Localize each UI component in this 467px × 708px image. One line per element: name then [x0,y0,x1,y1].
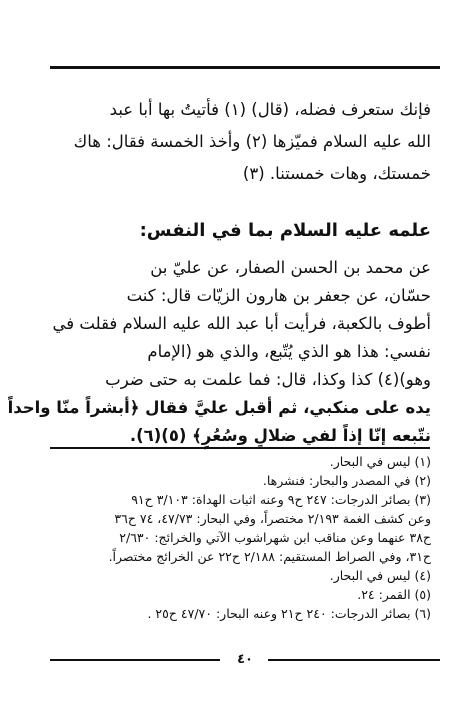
footer-rule-right [268,659,440,661]
opening-paragraph [31,94,431,190]
footnote-separator [50,447,430,449]
page-footer [50,652,440,668]
footnote-line: (٣) بصائر الدرجات: ٢٤٧ ح٩ وعنه اثبات الهداة: ٣/١٠٣ ح٩١ [131,492,431,507]
footnotes [31,452,431,623]
footnote-line: (٢) في المصدر والبحار: فنشرها. [262,473,431,488]
text-line: خمستك، وهات خمستنا. (٣) [242,164,431,183]
text-line: وهو)(٤) كذا وكذا، قال: فما علمت به حتى ضرب [105,370,431,389]
page-number: ٤٠ [237,652,253,667]
footnote-line: وعن كشف الغمة ٢/١٩٣ مختصراً، وفي البحار: ٤٧/٧٣، ٧٤ ح٣٦ [114,511,431,526]
narration-paragraph [7,254,431,450]
footnote-line: (٦) بصائر الدرجات: ٢٤٠ ح٢١ وعنه البحار: ٤٧/٧٠ ح٢٥ . [147,606,431,621]
text-line: الله عليه السلام فميّزها (٢) وأخذ الخمسة فقال: هاك [73,132,431,151]
footnote-line: ح٣١، وفي الصراط المستقيم: ٢/١٨٨ ح٢٢ عن الخرائج مختصراً. [108,549,431,564]
footnote-line: (٤) ليس في البحار. [329,568,431,583]
text-line: حسّان، عن جعفر بن هارون الزيّات قال: كنت [126,286,431,305]
section-heading: علمه عليه السلام بما في النفس: [139,220,431,241]
text-line: أطوف بالكعبة، فرأيت أبا عبد الله عليه السلام فقلت في [52,314,431,333]
text-line: عن محمد بن الحسن الصفار، عن عليّ بن [150,258,431,277]
footnote-line: (٥) القمر: ٢٤. [357,587,431,602]
header-rule [50,66,440,69]
text-line: نفسي: هذا هو الذي يُتّبع، والذي هو (الإمام [147,342,431,361]
quran-quote-line: نتّبعه إنّا إذاً لفي ضلالٍ وسُعُرٍ﴾ (٥)(٦). [129,426,431,445]
footnote-line: (١) ليس في البحار. [329,454,431,469]
footnote-line: ح٣٨ عنهما وعن مناقب ابن شهراشوب الآتي والخرائج: ٢/٦٣٠ [119,530,431,545]
text-line: فإنك ستعرف فضله، (قال) (١) فأتيتُ بها أبا عبد [109,100,431,119]
quran-quote-line: يده على منكبي، ثم أقبل عليَّ فقال ﴿أبشراً منّا واحداً [7,398,431,417]
